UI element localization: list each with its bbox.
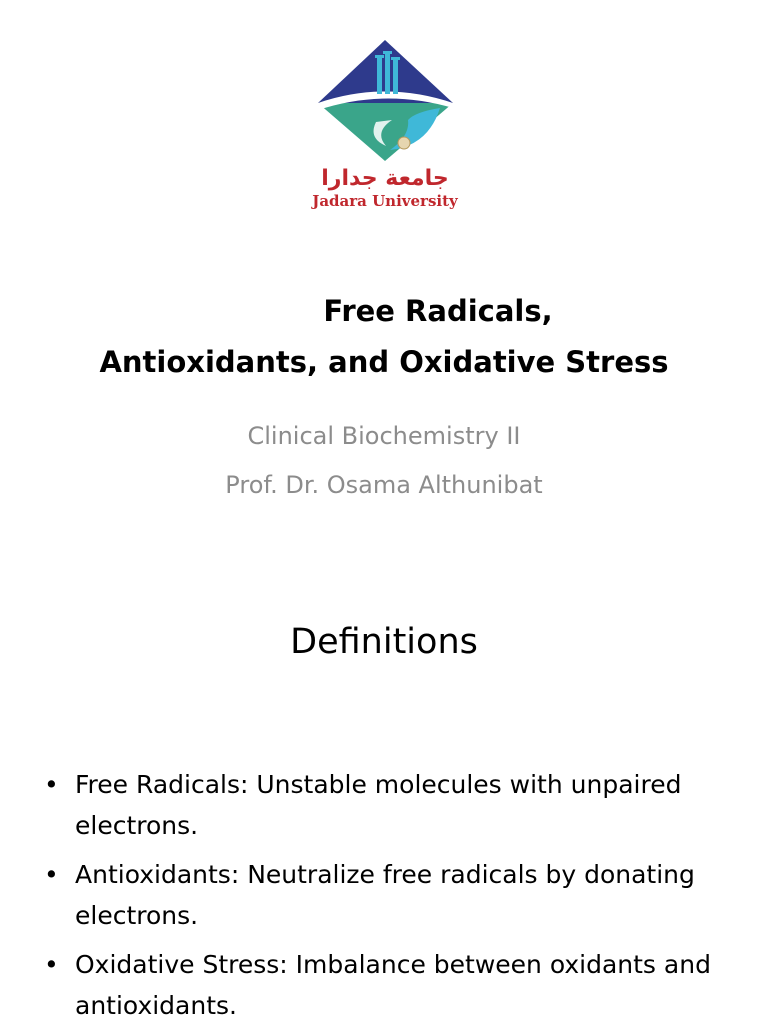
university-emblem-icon: [290, 28, 480, 168]
course-name: Clinical Biochemistry II: [247, 422, 521, 450]
logo-english-name: Jadara University: [312, 192, 458, 210]
title-line-1: Free Radicals,: [323, 294, 553, 328]
title-line-2: Antioxidants, and Oxidative Stress: [99, 345, 669, 379]
definitions-list: [44, 764, 734, 1034]
definition-text: Antioxidants: Neutralize free radicals by donating electrons.: [75, 860, 695, 930]
definition-text: Oxidative Stress: Imbalance between oxidants and antioxidants.: [75, 950, 711, 1020]
presenter-name: Prof. Dr. Osama Althunibat: [225, 471, 543, 499]
list-item: [44, 944, 734, 1026]
definitions-heading: Definitions: [290, 622, 478, 662]
slide-subtitle: [40, 412, 728, 510]
list-item: [44, 854, 734, 936]
bullet-icon: •: [44, 950, 59, 979]
slide-title: [40, 286, 728, 388]
bullet-icon: •: [44, 770, 59, 799]
logo-arabic-name: جامعة جدارا: [321, 166, 449, 191]
definitions-slide: [0, 560, 768, 1024]
definition-text: Free Radicals: Unstable molecules with unpaired electrons.: [75, 770, 682, 840]
list-item: [44, 764, 734, 846]
bullet-icon: •: [44, 860, 59, 889]
university-logo: [290, 28, 480, 228]
